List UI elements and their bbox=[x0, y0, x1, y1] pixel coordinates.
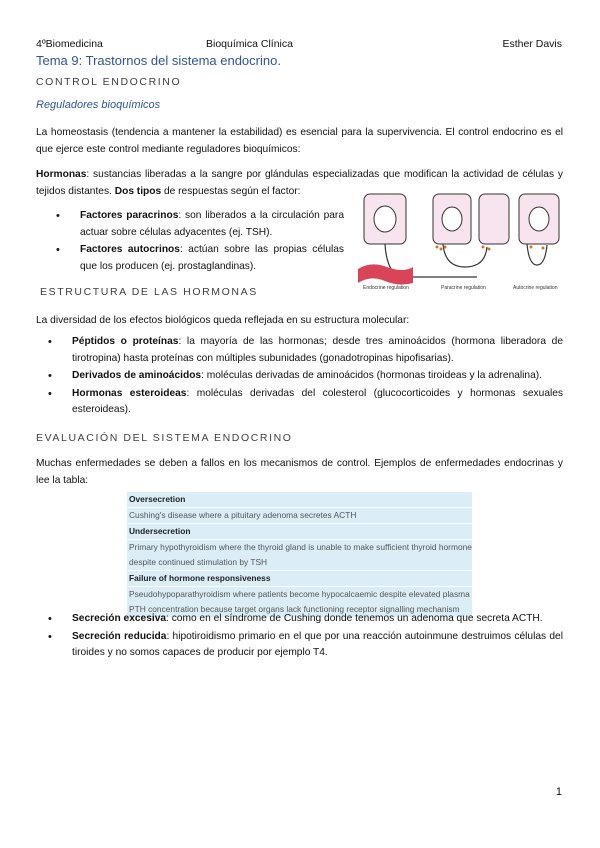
list-item bbox=[36, 629, 563, 662]
regulation-figure bbox=[357, 187, 563, 298]
paragraph-enfermedades: Muchas enfermedades se deben a fallos en los mecanismos de control. Ejemplos de enfermedades endocrinas y lee la tabla: bbox=[36, 458, 563, 486]
header-subject: Bioquímica Clínica bbox=[206, 38, 293, 50]
section-heading-control: CONTROL ENDOCRINO bbox=[36, 76, 182, 88]
secretion-dot bbox=[542, 247, 545, 250]
secretion-dot bbox=[530, 246, 533, 249]
page-title: Tema 9: Trastornos del sistema endocrino. bbox=[36, 53, 281, 68]
bullet-icon: • bbox=[48, 336, 52, 348]
list-item bbox=[44, 242, 344, 275]
bullet-term: Péptidos o proteínas bbox=[72, 336, 179, 347]
table-row: Pseudohypoparathyroidism where patients become hypocalcaemic despite elevated plasma PTH concentration because target organs lack functioning receptor signalling mechanism bbox=[127, 587, 472, 618]
list-item bbox=[36, 611, 563, 628]
header-author: Esther Davis bbox=[502, 38, 562, 50]
paragraph-homeostasis: La homeostasis (tendencia a mantener la estabilidad) es esencial para la supervivencia. El control endocrino es el que ejerce este control mediante reguladores bioquímicos: bbox=[36, 127, 563, 155]
bullet-text: : moléculas derivadas de aminoácidos (hormonas tiroideas y la adrenalina). bbox=[201, 370, 542, 381]
secretion-dot bbox=[488, 248, 491, 251]
table-row: Cushing's disease where a pituitary adenoma secretes ACTH bbox=[127, 508, 472, 524]
secretion-dot bbox=[444, 246, 447, 249]
bullet-term: Factores paracrinos bbox=[80, 210, 179, 221]
autocrine-nucleus bbox=[529, 207, 549, 231]
table-row-heading: Failure of hormone responsiveness bbox=[127, 571, 472, 587]
table-row-heading: Oversecretion bbox=[127, 492, 472, 508]
bullet-term: Secreción reducida bbox=[72, 630, 167, 642]
bullet-icon: • bbox=[56, 210, 60, 222]
label-paracrine: Paracrine regulation bbox=[441, 285, 486, 291]
endocrine-nucleus bbox=[374, 206, 396, 232]
bullet-text: : actúan sobre las propias células que los producen (ej. prostaglandinas). bbox=[80, 244, 345, 272]
table-row-heading: Undersecretion bbox=[127, 524, 472, 540]
section-heading-estructura: ESTRUCTURA DE LAS HORMONAS bbox=[40, 286, 258, 298]
bullet-icon: • bbox=[48, 370, 52, 382]
bullet-text: : como en el síndrome de Cushing donde tenemos un adenoma que secreta ACTH. bbox=[166, 613, 543, 624]
section-heading-evaluacion: EVALUACIÓN DEL SISTEMA ENDOCRINO bbox=[36, 432, 293, 444]
header-course: 4ºBiomedicina bbox=[36, 38, 103, 50]
list-item bbox=[36, 334, 563, 367]
term-dos-tipos: Dos tipos bbox=[114, 186, 162, 197]
subheading-reguladores: Reguladores bioquímicos bbox=[36, 99, 161, 111]
paracrine-nucleus bbox=[442, 207, 462, 231]
label-autocrine: Autocrine regulation bbox=[513, 285, 558, 291]
table-row: Primary hypothyroidism where the thyroid gland is unable to make sufficient thyroid hormone despite continued stimulation by TSH bbox=[127, 540, 472, 571]
bullet-term: Factores autocrinos bbox=[80, 244, 180, 255]
bullet-list-estructura bbox=[36, 334, 563, 420]
bullet-icon: • bbox=[48, 630, 52, 643]
list-item bbox=[36, 368, 563, 385]
bullet-text: : son liberados a la circulación para actuar sobre células adyacentes (ej. TSH). bbox=[80, 210, 344, 238]
paragraph-diversidad: La diversidad de los efectos biológicos queda reflejada en su estructura molecular: bbox=[36, 315, 410, 326]
bullet-term: Derivados de aminoácidos bbox=[72, 370, 202, 381]
secretion-dot bbox=[440, 248, 443, 251]
secretion-dot bbox=[482, 246, 485, 249]
bullet-term: Secreción excesiva bbox=[72, 613, 167, 624]
list-item bbox=[36, 386, 563, 419]
bullet-icon: • bbox=[56, 244, 60, 256]
text-hormonas: : sustancias liberadas a la sangre por glándulas especializadas que modifican la actividad de células y tejidos distantes. bbox=[36, 169, 563, 197]
bullet-list-secrecion bbox=[36, 611, 563, 663]
text-dos-tipos: de respuestas según el factor: bbox=[161, 186, 301, 197]
bullet-text: : hipotiroidismo primario en el que por una reacción autoinmune destruimos células del tiroides y no somos capaces de producir por ejemplo T4. bbox=[72, 630, 563, 658]
label-endocrine: Endocrine regulation bbox=[363, 285, 409, 291]
term-hormonas: Hormonas bbox=[36, 169, 87, 180]
list-item bbox=[44, 208, 344, 241]
page-number: 1 bbox=[555, 786, 562, 798]
secretion-dot bbox=[436, 246, 439, 249]
bullet-term: Hormonas esteroideas bbox=[72, 387, 187, 399]
bullet-text: : la mayoría de las hormonas; desde tres aminoácidos (hormona liberadora de tirotropina) hasta proteínas con múltiples subunidades (gonadotropinas hipofisarias). bbox=[72, 336, 563, 364]
bullet-list-factores bbox=[44, 208, 344, 276]
bullet-text: : moléculas derivadas del colesterol (glucocorticoides y hormonas sexuales esteroideas). bbox=[72, 387, 564, 415]
disorders-table bbox=[127, 492, 472, 618]
bullet-icon: • bbox=[48, 613, 52, 625]
bullet-icon: • bbox=[48, 387, 52, 400]
adjacent-cell bbox=[479, 194, 509, 244]
